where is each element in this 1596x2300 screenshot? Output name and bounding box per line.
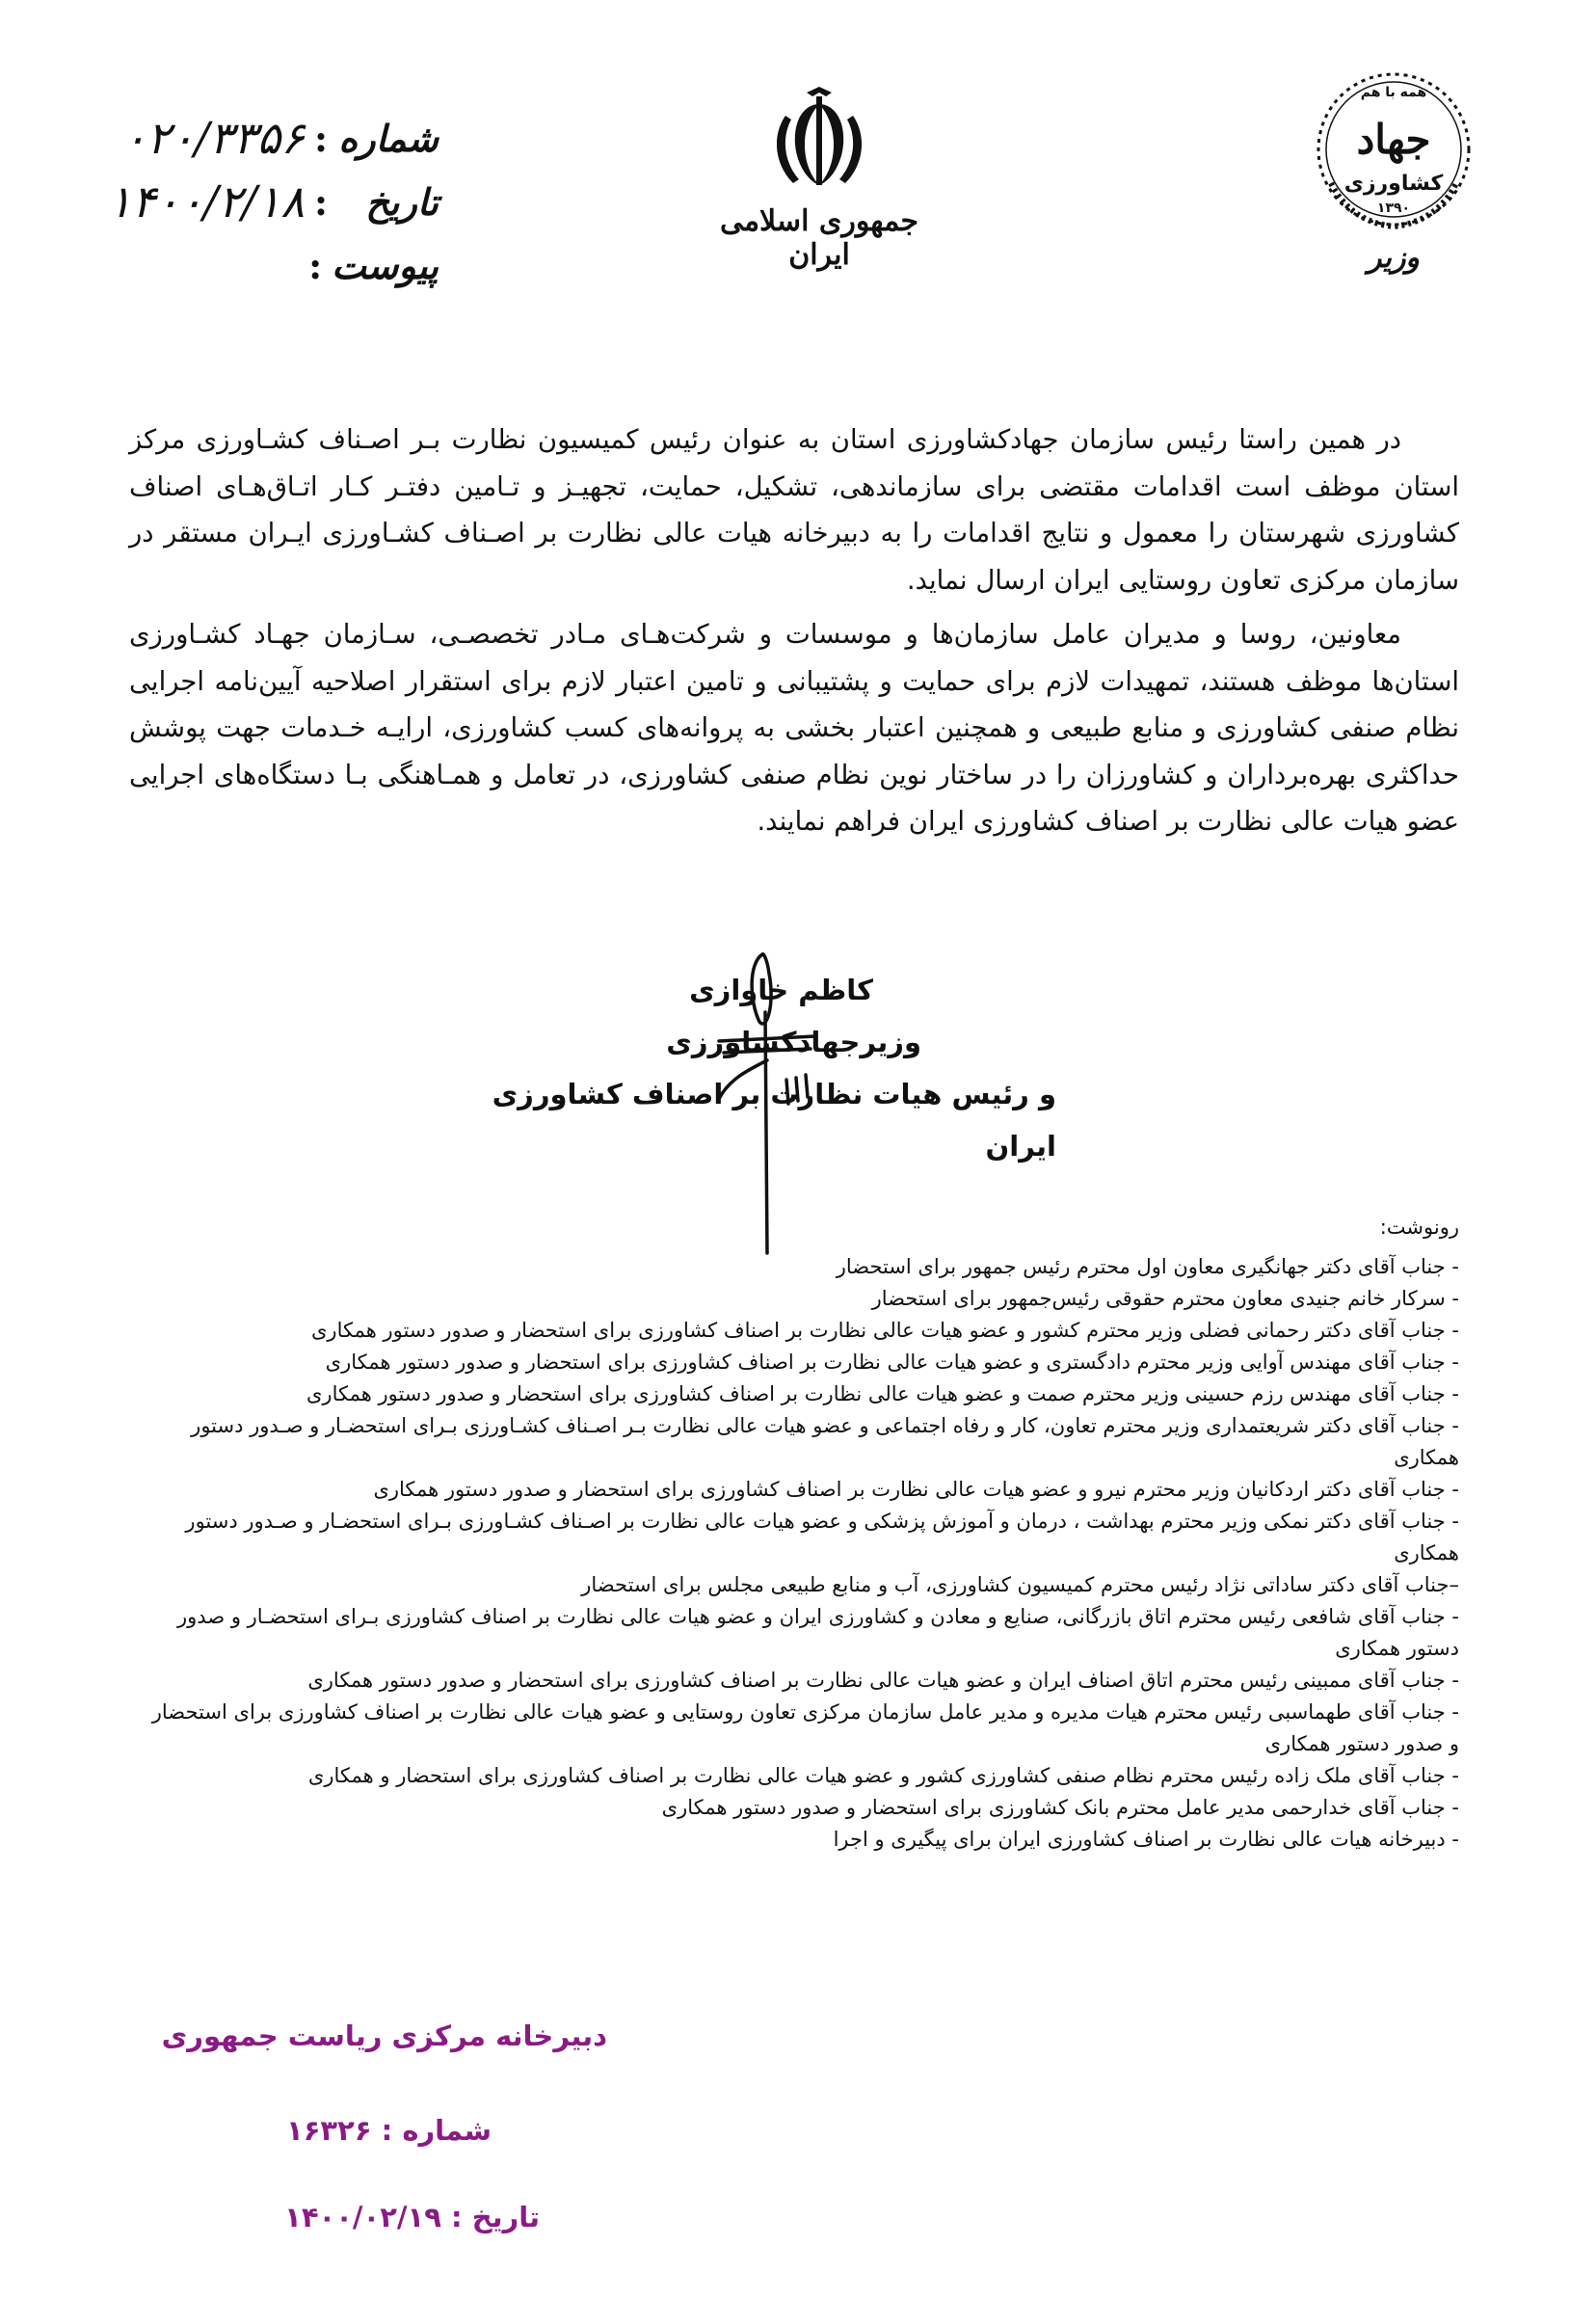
- cc-item: –جناب آقای دکتر ساداتی نژاد رئیس محترم کمیسیون کشاورزی، آب و منابع طبیعی مجلس برای استحضار: [581, 1573, 1459, 1596]
- stamp-date-value: ۱۴۰۰/۰۲/۱۹: [284, 2201, 441, 2233]
- ministry-logo: [1297, 67, 1490, 337]
- national-emblem: [708, 87, 930, 280]
- cc-item: - دبیرخانه هیات عالی نظارت بر اصناف کشاورزی ایران برای پیگیری و اجرا: [833, 1828, 1459, 1851]
- cc-item: - جناب آقای مهندس رزم حسینی وزیر محترم صمت و عضو هیات عالی نظارت بر اصناف کشاورزی برای استحضار و صدور دستور همکاری: [306, 1382, 1459, 1405]
- cc-item: - جناب آقای شافعی رئیس محترم اتاق بازرگانی، صنایع و معادن و کشاورزی ایران و عضو هیات عالی نظارت بر اصناف کشاورزی بـرای استحضـار و صدور دستور همکاری: [177, 1605, 1459, 1660]
- stamp-number-row: [286, 2114, 492, 2147]
- signature-block: [478, 964, 1056, 1172]
- stamp-date-row: [284, 2201, 540, 2233]
- cc-item: - جناب آقای خدارحمی مدیر عامل محترم بانک کشاورزی برای استحضار و صدور دستور همکاری: [661, 1796, 1459, 1819]
- colon: :: [308, 243, 323, 287]
- cc-item: - سرکار خانم جنیدی معاون محترم حقوقی رئیس‌جمهور برای استحضار: [871, 1287, 1459, 1310]
- stamp-office: دبیرخانه مرکزی ریاست جمهوری: [161, 2019, 607, 2052]
- cc-item: - جناب آقای ممبینی رئیس محترم اتاق اصناف ایران و عضو هیات عالی نظارت بر اصناف کشاورزی برای استحضار و صدور دستور همکاری: [307, 1669, 1459, 1692]
- logo-year: ۱۳۹۰: [1376, 201, 1411, 216]
- number-label: شماره: [338, 116, 439, 160]
- stamp-date-label: تاریخ :: [451, 2201, 540, 2233]
- signatory-title-2: و رئیس هیات نظارت بر اصناف کشاورزی ایران: [492, 1078, 1056, 1163]
- minister-label: وزیر: [1368, 241, 1420, 275]
- cc-list: [129, 1212, 1459, 1856]
- colon: :: [313, 116, 328, 160]
- stamp-number-value: ۱۶۳۲۶: [286, 2114, 372, 2147]
- reference-attachment-row: [92, 233, 439, 297]
- stamp-number-label: شماره :: [381, 2114, 492, 2147]
- cc-item: - جناب آقای دکتر شریعتمداری وزیر محترم تعاون، کار و رفاه اجتماعی و عضو هیات عالی نظارت بـر اصـناف کشـاورزی بـرای استحضـار و صـدور دستور همکاری: [191, 1414, 1459, 1469]
- body-paragraph: در همین راستا رئیس سازمان جهادکشاورزی استان به عنوان رئیس کمیسیون نظارت بـر اصـناف کشـاورزی مرکز استان موظف است اقدامات مقتضی برای سازماندهی، تشکیل، حمایت، تجهیـز و تـامین دفتـر کـار اتـاق‌هـای اصناف کشاورزی شهرستان را معمول و نتایج اقدامات را به دبیرخانه هیات عالی نظارت بر اصـناف کشـاورزی ایـران مستقر در سازمان مرکزی تعاون روستایی ایران ارسال نماید.: [129, 424, 1459, 596]
- cc-item: - جناب آقای دکتر نمکی وزیر محترم بهداشت ، درمان و آموزش پزشکی و عضو هیات عالی نظارت بر اصـناف کشـاورزی بـرای استحضـار و صـدور دستور همکاری: [185, 1510, 1459, 1565]
- logo-ring: [1312, 67, 1476, 231]
- attachment-label: پیوست: [332, 243, 439, 287]
- date-value: ۱۴۰۰/۲/۱۸: [108, 175, 305, 227]
- cc-item: - جناب آقای طهماسبی رئیس محترم هیات مدیره و مدیر عامل سازمان مرکزی تعاون روستایی و عضو هیات عالی نظارت بر اصناف کشاورزی برای استحضار و صدور دستور همکاری: [151, 1700, 1459, 1755]
- cc-title: رونوشت:: [1379, 1216, 1459, 1239]
- reference-number-row: [92, 106, 439, 170]
- colon: :: [313, 179, 328, 224]
- cc-item: - جناب آقای دکتر جهانگیری معاون اول محترم رئیس جمهور برای استحضار: [836, 1255, 1459, 1278]
- date-label: تاریخ: [365, 179, 439, 224]
- emblem-icon: [766, 87, 872, 202]
- cc-item: - جناب آقای دکتر اردکانیان وزیر محترم نیرو و عضو هیات عالی نظارت بر اصناف کشاورزی برای استحضار و صدور دستور همکاری: [373, 1478, 1459, 1501]
- logo-slogan: همه با هم: [1360, 85, 1427, 100]
- logo-subtitle: کشاورزی: [1343, 172, 1444, 196]
- emblem-caption: جمهوری اسلامی ایران: [719, 204, 919, 272]
- letter-body: [129, 416, 1459, 853]
- cc-item: - جناب آقای ملک زاده رئیس محترم نظام صنفی کشاورزی کشور و عضو هیات عالی نظارت بر اصناف کشاورزی برای استحضار و همکاری: [307, 1764, 1459, 1787]
- reference-block: [92, 106, 439, 297]
- signatory-title: وزیرجهادکشاورزی: [666, 1026, 921, 1058]
- reference-date-row: [92, 170, 439, 233]
- logo-title: جهاد: [1356, 116, 1431, 163]
- cc-item: - جناب آقای دکتر رحمانی فضلی وزیر محترم کشور و عضو هیات عالی نظارت بر اصناف کشاورزی برای استحضار و صدور دستور همکاری: [310, 1319, 1459, 1342]
- signatory-name: کاظم خاوازی: [689, 974, 873, 1006]
- body-paragraph: معاونین، روسا و مدیران عامل سازمان‌ها و موسسات و شرکت‌هـای مـادر تخصصـی، سـازمان جهـاد کشـاورزی استان‌ها موظف هستند، تمهیدات لازم برای حمایت و پشتیبانی و تامین اعتبار لازم برای استقرار اصلاحیه آیین‌نامه اجرایی نظام صنفی کشاورزی و منابع طبیعی و همچنین اعتبار بخشی به پروانه‌های کسب کشاورزی، ارایـه خـدمات جهت پوشش حداکثری بهره‌برداران و کشاورزان را در ساختار نوین نظام صنفی کشاورزی، در تعامل و همـاهنگی بـا دستگاه‌های اجرایی عضو هیات عالی نظارت بر اصناف کشاورزی ایران فراهم نمایند.: [129, 619, 1459, 837]
- cc-item: - جناب آقای مهندس آوایی وزیر محترم دادگستری و عضو هیات عالی نظارت بر اصناف کشاورزی برای استحضار و صدور دستور همکاری: [325, 1351, 1459, 1374]
- number-value: ۰۲۰/۳۳۵۶: [122, 112, 305, 164]
